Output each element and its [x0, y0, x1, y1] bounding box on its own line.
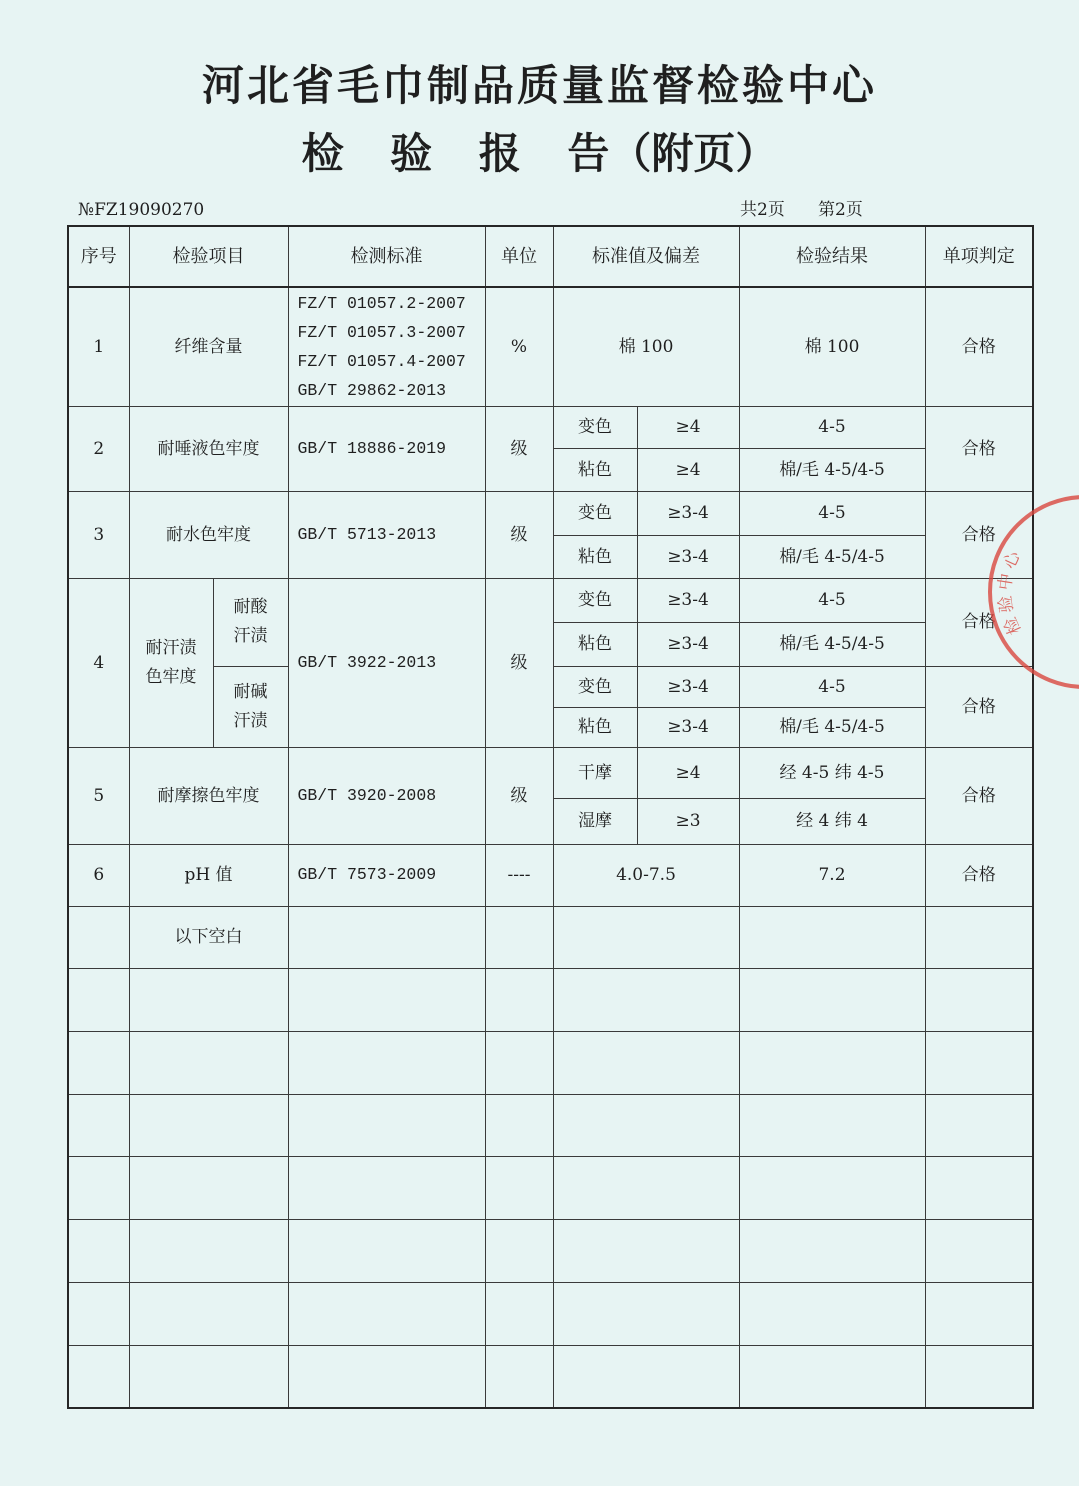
item-standard: GB/T 5713-2013 — [288, 491, 485, 578]
item-standard: GB/T 18886-2019 — [288, 406, 485, 491]
empty-cell — [288, 1031, 485, 1094]
sub-item-name-line: 耐碱 — [233, 681, 268, 702]
check-requirement: ≥3-4 — [637, 491, 739, 535]
sub-item-name-line: 汗渍 — [233, 710, 268, 731]
col-header-verdict: 单项判定 — [925, 226, 1033, 287]
check-requirement: ≥3-4 — [637, 535, 739, 578]
item-standard-value: 棉 100 — [553, 287, 739, 406]
empty-cell — [485, 906, 553, 968]
check-result: 棉/毛 4-5/4-5 — [739, 448, 925, 491]
empty-cell — [739, 1345, 925, 1408]
check-result: 棉/毛 4-5/4-5 — [739, 622, 925, 666]
seal-text-path: 检验中心 — [995, 544, 1027, 638]
seal-text — [995, 545, 1026, 638]
check-result: 4-5 — [739, 578, 925, 622]
empty-cell — [739, 1094, 925, 1156]
empty-cell — [129, 1282, 288, 1345]
item-name: 耐摩擦色牢度 — [129, 747, 288, 844]
empty-cell — [129, 1156, 288, 1219]
table-row — [68, 906, 1033, 968]
empty-cell — [925, 906, 1033, 968]
item-name-line: 耐汗渍 — [145, 637, 197, 658]
empty-cell — [553, 968, 739, 1031]
sub-item-name-line: 汗渍 — [233, 626, 268, 646]
table-row — [68, 406, 1033, 448]
item-name — [129, 578, 213, 747]
check-aspect: 粘色 — [553, 535, 637, 578]
empty-cell — [485, 1219, 553, 1282]
empty-cell — [485, 1031, 553, 1094]
check-aspect: 干摩 — [553, 747, 637, 798]
table-row — [68, 491, 1033, 535]
item-name: pH 值 — [129, 844, 288, 906]
item-unit: ---- — [485, 844, 553, 906]
empty-cell — [485, 1345, 553, 1408]
item-result: 棉 100 — [739, 287, 925, 406]
empty-cell — [739, 1282, 925, 1345]
check-result: 经 4 纬 4 — [739, 798, 925, 844]
empty-cell — [129, 1345, 288, 1408]
check-requirement: ≥4 — [637, 406, 739, 448]
empty-cell — [68, 968, 129, 1031]
item-no: 2 — [68, 406, 129, 491]
check-aspect: 粘色 — [553, 707, 637, 747]
empty-cell — [129, 1094, 288, 1156]
empty-cell — [553, 1094, 739, 1156]
col-header-seq: 序号 — [68, 226, 129, 287]
item-no: 1 — [68, 287, 129, 406]
check-requirement: ≥3-4 — [637, 666, 739, 707]
check-requirement: ≥3-4 — [637, 622, 739, 666]
empty-row — [68, 968, 1033, 1031]
seal-ring — [990, 497, 1079, 687]
check-requirement: ≥3-4 — [637, 707, 739, 747]
item-verdict: 合格 — [925, 406, 1033, 491]
empty-cell — [553, 1156, 739, 1219]
item-standards — [288, 287, 485, 406]
empty-cell — [288, 1219, 485, 1282]
item-verdict: 合格 — [925, 666, 1033, 747]
seal-stamp — [975, 485, 1079, 700]
check-aspect: 粘色 — [553, 622, 637, 666]
empty-cell — [739, 1219, 925, 1282]
empty-cell — [925, 1219, 1033, 1282]
empty-cell — [288, 1094, 485, 1156]
empty-cell — [553, 1345, 739, 1408]
blank-note: 以下空白 — [129, 906, 288, 968]
page-total: 共2页 — [740, 200, 785, 220]
item-verdict: 合格 — [925, 844, 1033, 906]
report-number: №FZ19090270 — [78, 200, 205, 220]
standard-line: FZ/T 01057.3-2007 — [297, 322, 466, 342]
check-aspect: 变色 — [553, 666, 637, 707]
item-verdict: 合格 — [925, 747, 1033, 844]
empty-cell — [68, 1156, 129, 1219]
col-header-item: 检验项目 — [129, 226, 288, 287]
empty-row — [68, 1345, 1033, 1408]
col-header-result: 检验结果 — [739, 226, 925, 287]
check-requirement: ≥3-4 — [637, 578, 739, 622]
empty-cell — [68, 1219, 129, 1282]
item-standard: GB/T 3920-2008 — [288, 747, 485, 844]
empty-cell — [288, 1282, 485, 1345]
col-header-requirement: 标准值及偏差 — [553, 226, 739, 287]
empty-cell — [925, 968, 1033, 1031]
empty-cell — [68, 1031, 129, 1094]
empty-cell — [288, 968, 485, 1031]
empty-cell — [129, 968, 288, 1031]
empty-cell — [925, 1031, 1033, 1094]
empty-cell — [739, 1031, 925, 1094]
empty-cell — [129, 1219, 288, 1282]
empty-row — [68, 1031, 1033, 1094]
check-result: 4-5 — [739, 406, 925, 448]
empty-cell — [925, 1282, 1033, 1345]
table-row — [68, 578, 1033, 622]
item-name: 耐唾液色牢度 — [129, 406, 288, 491]
check-requirement: ≥3 — [637, 798, 739, 844]
empty-cell — [288, 906, 485, 968]
empty-cell — [288, 1345, 485, 1408]
table-row — [68, 287, 1033, 406]
check-aspect: 变色 — [553, 578, 637, 622]
empty-cell — [553, 906, 739, 968]
check-result: 经 4-5 纬 4-5 — [739, 747, 925, 798]
item-unit: 级 — [485, 747, 553, 844]
item-standard: GB/T 7573-2009 — [288, 844, 485, 906]
empty-row — [68, 1094, 1033, 1156]
empty-cell — [485, 1156, 553, 1219]
item-name-line: 色牢度 — [145, 666, 197, 687]
item-unit: % — [485, 287, 553, 406]
empty-cell — [485, 1094, 553, 1156]
empty-cell — [68, 906, 129, 968]
empty-cell — [553, 1031, 739, 1094]
sub-item-name — [213, 578, 288, 666]
sub-item-name — [213, 666, 288, 747]
check-aspect: 变色 — [553, 491, 637, 535]
table-row — [68, 844, 1033, 906]
empty-cell — [485, 1282, 553, 1345]
item-no: 3 — [68, 491, 129, 578]
item-verdict: 合格 — [925, 491, 1033, 578]
item-no: 4 — [68, 578, 129, 747]
check-result: 棉/毛 4-5/4-5 — [739, 535, 925, 578]
standard-line: GB/T 29862-2013 — [297, 380, 447, 400]
col-header-unit: 单位 — [485, 226, 553, 287]
empty-row — [68, 1282, 1033, 1345]
item-standard: GB/T 3922-2013 — [288, 578, 485, 747]
check-result: 棉/毛 4-5/4-5 — [739, 707, 925, 747]
empty-row — [68, 1156, 1033, 1219]
item-standard-value: 4.0-7.5 — [553, 844, 739, 906]
page-current: 第2页 — [818, 200, 863, 220]
table-row — [68, 747, 1033, 798]
standard-line: FZ/T 01057.2-2007 — [297, 293, 466, 313]
item-verdict: 合格 — [925, 287, 1033, 406]
item-result: 7.2 — [739, 844, 925, 906]
empty-cell — [925, 1094, 1033, 1156]
table-header-row — [68, 226, 1033, 287]
item-no: 5 — [68, 747, 129, 844]
check-requirement: ≥4 — [637, 747, 739, 798]
standard-line: FZ/T 01057.4-2007 — [297, 351, 466, 371]
empty-cell — [739, 968, 925, 1031]
empty-cell — [925, 1156, 1033, 1219]
check-result: 4-5 — [739, 666, 925, 707]
empty-cell — [288, 1156, 485, 1219]
empty-cell — [925, 1345, 1033, 1408]
empty-row — [68, 1219, 1033, 1282]
item-verdict: 合格 — [925, 578, 1033, 666]
empty-cell — [553, 1219, 739, 1282]
item-no: 6 — [68, 844, 129, 906]
item-name: 耐水色牢度 — [129, 491, 288, 578]
empty-cell — [68, 1345, 129, 1408]
item-unit: 级 — [485, 578, 553, 747]
empty-cell — [485, 968, 553, 1031]
empty-cell — [129, 1031, 288, 1094]
check-result: 4-5 — [739, 491, 925, 535]
check-aspect: 粘色 — [553, 448, 637, 491]
report-title: 检 验 报 告（附页） — [301, 129, 778, 178]
check-aspect: 湿摩 — [553, 798, 637, 844]
org-title: 河北省毛巾制品质量监督检验中心 — [201, 61, 877, 110]
empty-cell — [553, 1282, 739, 1345]
empty-cell — [68, 1094, 129, 1156]
check-requirement: ≥4 — [637, 448, 739, 491]
sub-item-name-line: 耐酸 — [233, 597, 268, 617]
item-unit: 级 — [485, 406, 553, 491]
empty-cell — [68, 1282, 129, 1345]
item-unit: 级 — [485, 491, 553, 578]
item-name: 纤维含量 — [129, 287, 288, 406]
inspection-results-table — [67, 225, 1034, 1409]
col-header-standard: 检测标准 — [288, 226, 485, 287]
empty-cell — [739, 906, 925, 968]
check-aspect: 变色 — [553, 406, 637, 448]
empty-cell — [739, 1156, 925, 1219]
